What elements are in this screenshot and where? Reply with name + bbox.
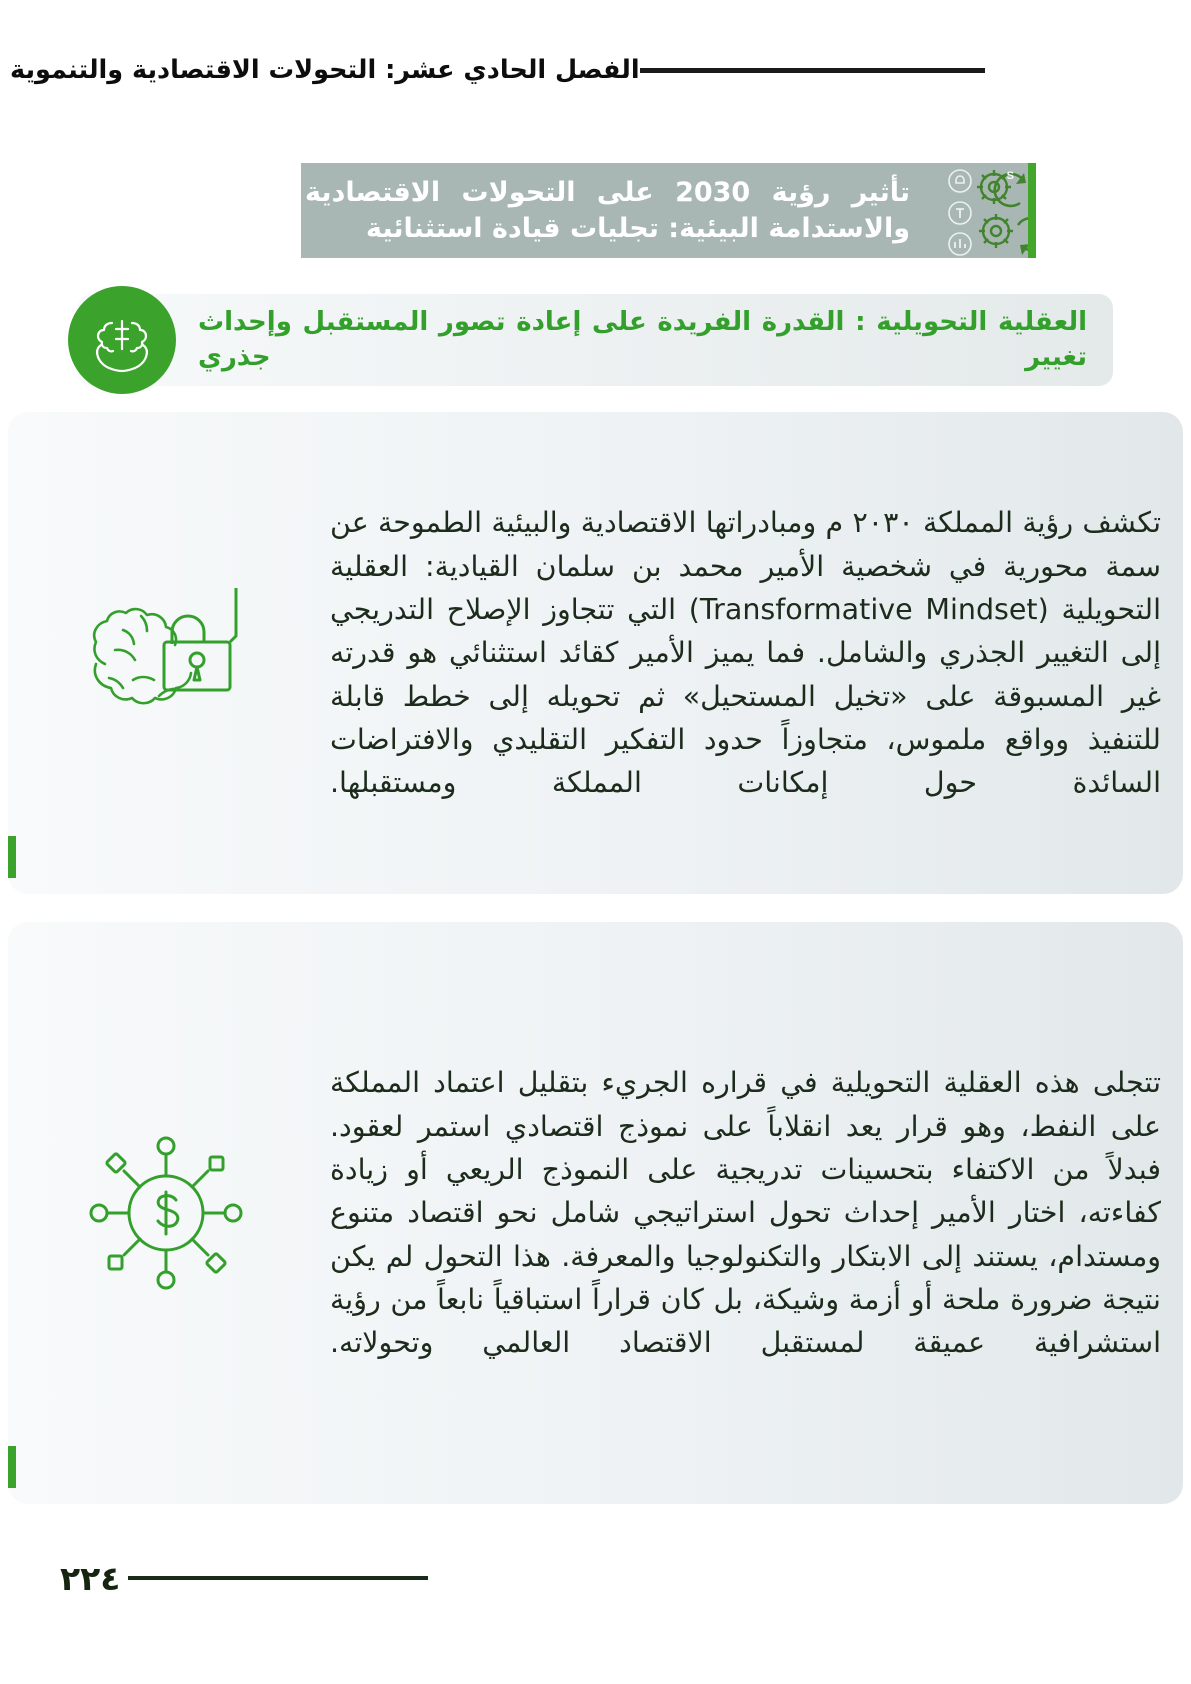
card-body bbox=[16, 412, 1183, 894]
page-footer bbox=[0, 1558, 1191, 1598]
banner-text-wrap bbox=[301, 163, 936, 258]
banner-icon-wrap bbox=[936, 163, 1028, 258]
card-icon-wrap bbox=[16, 568, 316, 738]
banner-title-line-2: والاستدامة البيئية: تجليات قيادة استثنائية bbox=[366, 212, 910, 244]
svg-text:S: S bbox=[1006, 170, 1014, 182]
page-header bbox=[0, 40, 1191, 100]
content-card bbox=[8, 412, 1183, 894]
header-divider-rule bbox=[640, 68, 985, 73]
content-card bbox=[8, 922, 1183, 1504]
banner-title-line-1: تأثير رؤية 2030 على التحولات الاقتصادية bbox=[305, 176, 910, 208]
dollar-network-icon bbox=[71, 1118, 261, 1308]
card-paragraph: تتجلى هذه العقلية التحويلية في قراره الجريء بتقليل اعتماد المملكة على النفط، وهو قرار يعد انقلاباً على نموذج اقتصادي استمر لعقود. فبدلاً من الاكتفاء بتحسينات تدريجية على النموذج الريعي أو زيادة كفاءته، اختار الأمير إحداث تحول استراتيجي شامل نحو اقتصاد متنوع ومستدام، يستند إلى الابتكار والتكنولوجيا والمعرفة. هذا التحول لم يكن نتيجة ضرورة ملحة أو أزمة وشيكة، بل كان قراراً استباقياً نابعاً من رؤية استشرافية عميقة لمستقبل الاقتصاد العالمي وتحولاته. bbox=[330, 1066, 1161, 1360]
chapter-title: الفصل الحادي عشر: التحولات الاقتصادية والتنموية bbox=[10, 55, 640, 85]
section-heading-text: العقلية التحويلية : القدرة الفريدة على إعادة تصور المستقبل وإحداث تغيير جذري bbox=[198, 306, 1087, 372]
banner-accent-stripe bbox=[1028, 163, 1036, 258]
card-accent-bar bbox=[8, 412, 16, 894]
card-body bbox=[16, 922, 1183, 1504]
hands-holding-brain-icon bbox=[85, 303, 159, 377]
card-accent-bar bbox=[8, 922, 16, 1504]
title-banner bbox=[301, 163, 1036, 258]
brain-unlock-icon bbox=[71, 568, 261, 738]
footer-divider-rule bbox=[128, 1576, 428, 1580]
section-badge bbox=[68, 286, 176, 394]
card-paragraph: تكشف رؤية المملكة ٢٠٣٠ م ومبادراتها الاقتصادية والبيئية الطموحة عن سمة محورية في شخصية الأمير محمد بن سلمان القيادية: العقلية التحويلية (Transformative Mindset) التي تتجاوز الإصلاح التدريجي إلى التغيير الجذري والشامل. فما يميز الأمير كقائد استثنائي هو قدرته غير المسبوقة على «تخيل المستحيل» ثم تحويله إلى خطط قابلة للتنفيذ وواقع ملموس، متجاوزاً حدود التفكير التقليدي والافتراضات السائدة حول إمكانات المملكة ومستقبلها. bbox=[330, 506, 1162, 800]
card-icon-wrap bbox=[16, 1118, 316, 1308]
gears-sustainability-icon bbox=[938, 165, 1028, 257]
section-heading-bar bbox=[78, 294, 1113, 386]
page-number: ٢٢٤ bbox=[60, 1558, 121, 1598]
